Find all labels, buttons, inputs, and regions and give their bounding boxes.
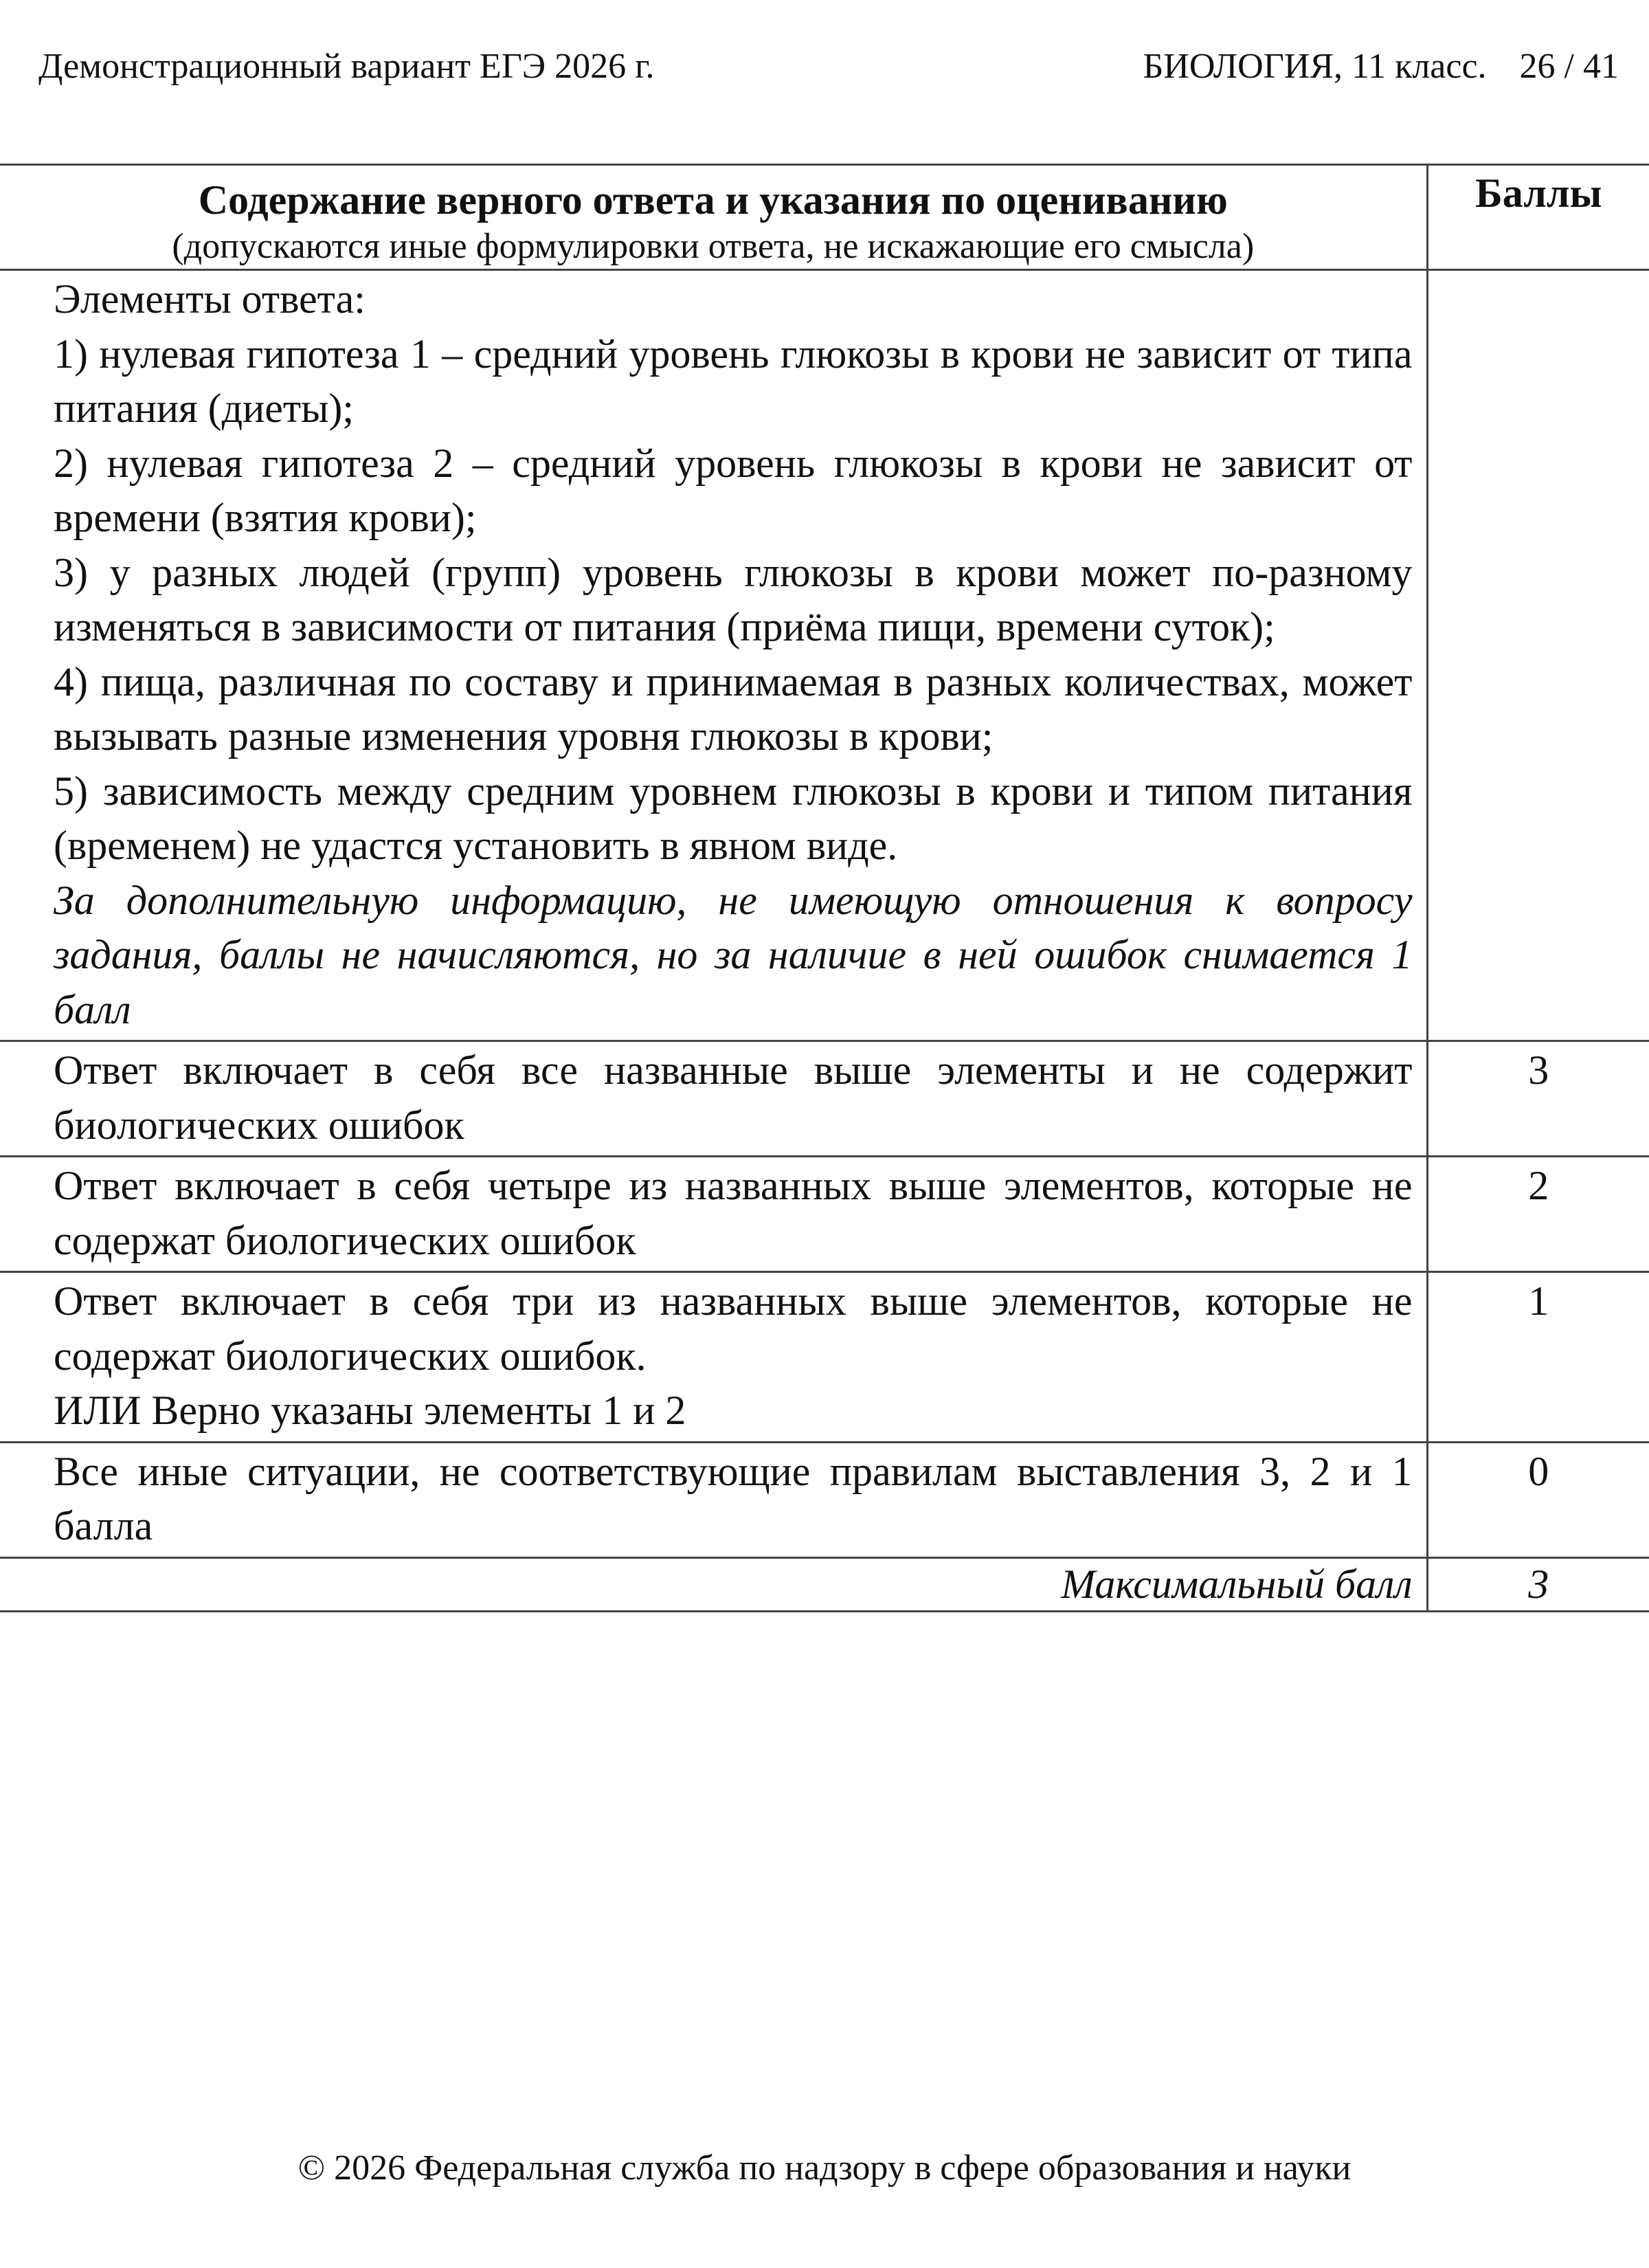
criterion-row xyxy=(0,1272,1649,1443)
subject-and-page xyxy=(1143,43,1619,91)
criterion-cell xyxy=(0,1157,1427,1272)
grading-note: За дополнительную информацию, не имеющую отношения к вопросу задания, баллы не начисляются, но за наличие в ней ошибок снимается 1 балл xyxy=(54,877,1413,1032)
criterion-cell xyxy=(0,1041,1427,1157)
grading-table xyxy=(0,164,1649,1612)
max-score-label: Максимальный балл xyxy=(1061,1561,1413,1607)
max-score-row xyxy=(0,1557,1649,1611)
answer-element: 1) нулевая гипотеза 1 – средний уровень глюкозы в крови не зависит от типа питания (диеты); xyxy=(54,331,1413,431)
criterion-points: 0 xyxy=(1528,1448,1549,1494)
criterion-row xyxy=(0,1157,1649,1272)
criterion-points-cell xyxy=(1427,1157,1649,1272)
page-header xyxy=(38,43,1619,91)
max-score-label-cell xyxy=(0,1557,1427,1611)
copyright-footer: © 2026 Федеральная служба по надзору в сфере образования и науки xyxy=(298,2148,1351,2188)
answer-element: 2) нулевая гипотеза 2 – средний уровень глюкозы в крови не зависит от времени (взятия крови); xyxy=(54,440,1413,540)
criterion-text: Ответ включает в себя три из названных выше элементов, которые не содержат биологических ошибок. xyxy=(54,1278,1413,1379)
max-score-value: 3 xyxy=(1528,1561,1549,1607)
criterion-points-cell xyxy=(1427,1272,1649,1443)
answer-elements-row xyxy=(0,270,1649,1041)
content-header-cell xyxy=(0,165,1427,270)
criterion-cell xyxy=(0,1272,1427,1443)
answer-element: 5) зависимость между средним уровнем глюкозы в крови и типом питания (временем) не удастся установить в явном виде. xyxy=(54,768,1413,868)
criterion-text: Все иные ситуации, не соответствующие правилам выставления 3, 2 и 1 балла xyxy=(54,1448,1413,1548)
max-score-cell xyxy=(1427,1557,1649,1611)
subject-label: БИОЛОГИЯ, 11 класс. xyxy=(1143,47,1487,86)
content-header-title: Содержание верного ответа и указания по оцениванию xyxy=(198,177,1228,223)
criterion-points: 2 xyxy=(1528,1163,1549,1208)
criterion-row xyxy=(0,1442,1649,1557)
table-header-row xyxy=(0,165,1649,270)
answer-elements-cell xyxy=(0,270,1427,1041)
criterion-alternative: ИЛИ Верно указаны элементы 1 и 2 xyxy=(54,1388,686,1433)
criterion-cell xyxy=(0,1442,1427,1557)
criterion-row xyxy=(0,1041,1649,1157)
criterion-points-cell xyxy=(1427,1442,1649,1557)
criterion-points-cell xyxy=(1427,1041,1649,1157)
elements-intro: Элементы ответа: xyxy=(54,276,366,322)
exam-title: Демонстрационный вариант ЕГЭ 2026 г. xyxy=(38,47,655,86)
criterion-text: Ответ включает в себя все названные выше элементы и не содержит биологических ошибок xyxy=(54,1047,1413,1148)
criterion-points: 3 xyxy=(1528,1047,1549,1093)
content-header-subtitle: (допускаются иные формулировки ответа, не искажающие его смысла) xyxy=(172,227,1255,266)
criterion-text: Ответ включает в себя четыре из названных выше элементов, которые не содержат биологических ошибок xyxy=(54,1163,1413,1263)
criterion-points: 1 xyxy=(1528,1278,1549,1324)
answer-element: 3) у разных людей (групп) уровень глюкозы в крови может по-разному изменяться в зависимости от питания (приёма пищи, времени суток); xyxy=(54,549,1413,649)
points-header: Баллы xyxy=(1427,165,1649,270)
empty-points-cell xyxy=(1427,270,1649,1041)
answer-element: 4) пища, различная по составу и принимаемая в разных количествах, может вызывать разные изменения уровня глюкозы в крови; xyxy=(54,658,1413,759)
page-number: 26 / 41 xyxy=(1519,47,1619,86)
